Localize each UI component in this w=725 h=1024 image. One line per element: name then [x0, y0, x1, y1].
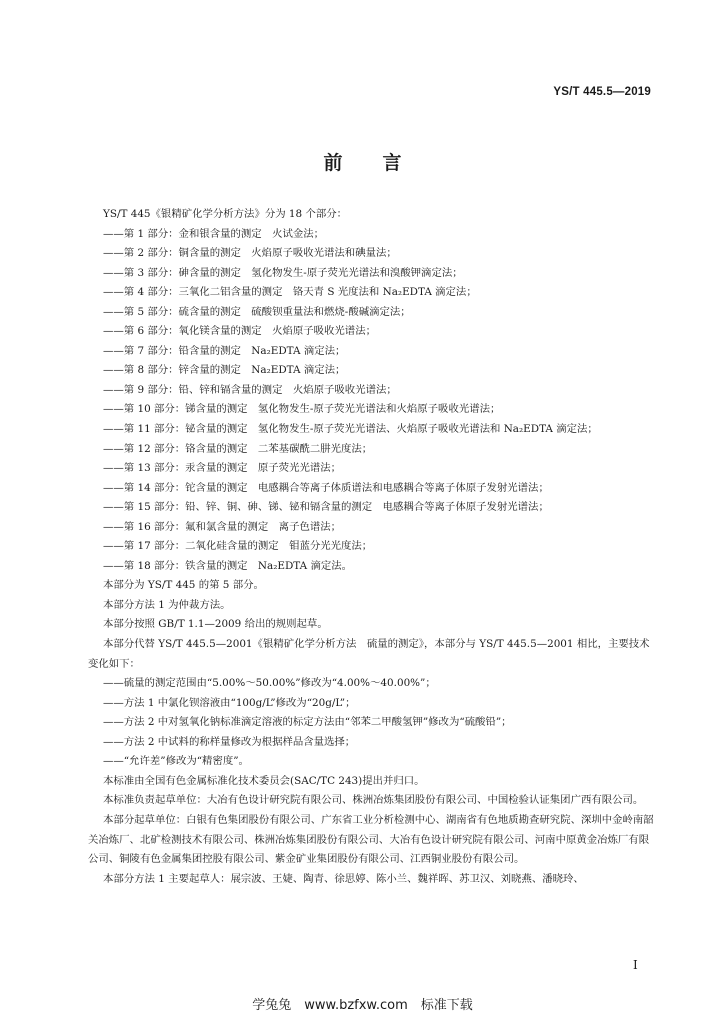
- list-item: ——第 4 部分：三氧化二铝含量的测定 铬天青 S 光度法和 Na₂EDTA 滴定法；: [103, 286, 477, 299]
- statement-arbitration: 本部分方法 1 为仲裁方法。: [103, 598, 231, 611]
- change-item: ——硫量的测定范围由“5.00%～50.00%”修改为“4.00%～40.00%”；: [103, 677, 436, 690]
- list-item: ——第 18 部分：铁含量的测定 Na₂EDTA 滴定法。: [103, 559, 353, 572]
- list-item: ——第 8 部分：锌含量的测定 Na₂EDTA 滴定法；: [103, 364, 346, 377]
- change-item: ——“允许差”修改为“精密度”。: [103, 755, 249, 768]
- change-item: ——方法 2 中试料的称样量修改为根据样品含量选择；: [103, 735, 356, 748]
- footer-watermark: 学兔兔 www.bzfxw.com 标准下载: [252, 998, 473, 1013]
- list-item: ——第 2 部分：铜含量的测定 火焰原子吸收光谱法和碘量法；: [103, 247, 397, 260]
- page-number: I: [633, 958, 638, 972]
- statement-participants: 本部分起草单位：白银有色集团股份有限公司、广东省工业分析检测中心、湖南省有色地质勘查研究院、深圳中金岭南韶关冶炼厂、北矿检测技术有限公司、株洲冶炼集团股份有限公司、大冶有色设计研究院有限公司、河南中原黄金冶炼厂有限公司、铜陵有色金属集团控股有限公司、紫金矿业集团股份有限公司、江西铜业股份有限公司。: [88, 813, 654, 866]
- list-item: ——第 15 部分：铅、锌、铜、砷、锑、铋和镉含量的测定 电感耦合等离子体原子发射光谱法；: [103, 501, 549, 514]
- statement-part: 本部分为 YS/T 445 的第 5 部分。: [103, 579, 264, 592]
- change-item: ——方法 2 中对氢氧化钠标准滴定溶液的标定方法由“邻苯二甲酸氢钾”修改为“硫酸铅”；: [103, 716, 512, 729]
- statement-drafting: 本部分按照 GB/T 1.1—2009 给出的规则起草。: [103, 618, 328, 631]
- statement-proposer: 本标准由全国有色金属标准化技术委员会(SAC/TC 243)提出并归口。: [103, 774, 425, 787]
- list-item: ——第 9 部分：铅、锌和镉含量的测定 火焰原子吸收光谱法；: [103, 383, 397, 396]
- list-item: ——第 5 部分：硫含量的测定 硫酸钡重量法和燃烧-酸碱滴定法；: [103, 305, 411, 318]
- list-item: ——第 11 部分：铋含量的测定 氢化物发生-原子荧光光谱法、火焰原子吸收光谱法和 Na₂EDTA 滴定法；: [103, 423, 598, 436]
- list-item: ——第 13 部分：汞含量的测定 原子荧光光谱法；: [103, 462, 342, 475]
- list-item: ——第 14 部分：铊含量的测定 电感耦合等离子体质谱法和电感耦合等离子体原子发射光谱法；: [103, 481, 549, 494]
- list-item: ——第 10 部分：锑含量的测定 氢化物发生-原子荧光光谱法和火焰原子吸收光谱法；: [103, 403, 501, 416]
- statement-drafters: 本部分方法 1 主要起草人：展宗波、王婕、陶青、徐思婷、陈小兰、魏祥晖、苏卫汉、刘晓燕、潘晓玲、: [103, 872, 584, 885]
- standard-number: YS/T 445.5—2019: [553, 86, 651, 98]
- statement-responsible: 本标准负责起草单位：大冶有色设计研究院有限公司、株洲冶炼集团股份有限公司、中国检验认证集团广西有限公司。: [103, 794, 644, 807]
- document-body: [88, 205, 656, 889]
- list-item: ——第 6 部分：氧化镁含量的测定 火焰原子吸收光谱法；: [103, 325, 376, 338]
- list-item: ——第 12 部分：铬含量的测定 二苯基碳酰二肼光度法；: [103, 442, 373, 455]
- list-item: ——第 3 部分：砷含量的测定 氢化物发生-原子荧光光谱法和溴酸钾滴定法；: [103, 266, 463, 279]
- page-title: 前言: [323, 152, 442, 174]
- list-item: ——第 7 部分：铅含量的测定 Na₂EDTA 滴定法；: [103, 344, 346, 357]
- statement-replace: 本部分代替 YS/T 445.5—2001《银精矿化学分析方法 硫量的测定》，本部分与 YS/T 445.5—2001 相比，主要技术变化如下：: [88, 638, 650, 670]
- intro-paragraph: YS/T 445《银精矿化学分析方法》分为 18 个部分：: [103, 208, 348, 220]
- list-item: ——第 16 部分：氟和氯含量的测定 离子色谱法；: [103, 520, 342, 533]
- list-item: ——第 1 部分：金和银含量的测定 火试金法；: [103, 227, 325, 240]
- list-item: ——第 17 部分：二氧化硅含量的测定 钼蓝分光光度法；: [103, 540, 373, 553]
- change-item: ——方法 1 中氯化钡溶液由“100g/L”修改为“20g/L”；: [103, 696, 356, 709]
